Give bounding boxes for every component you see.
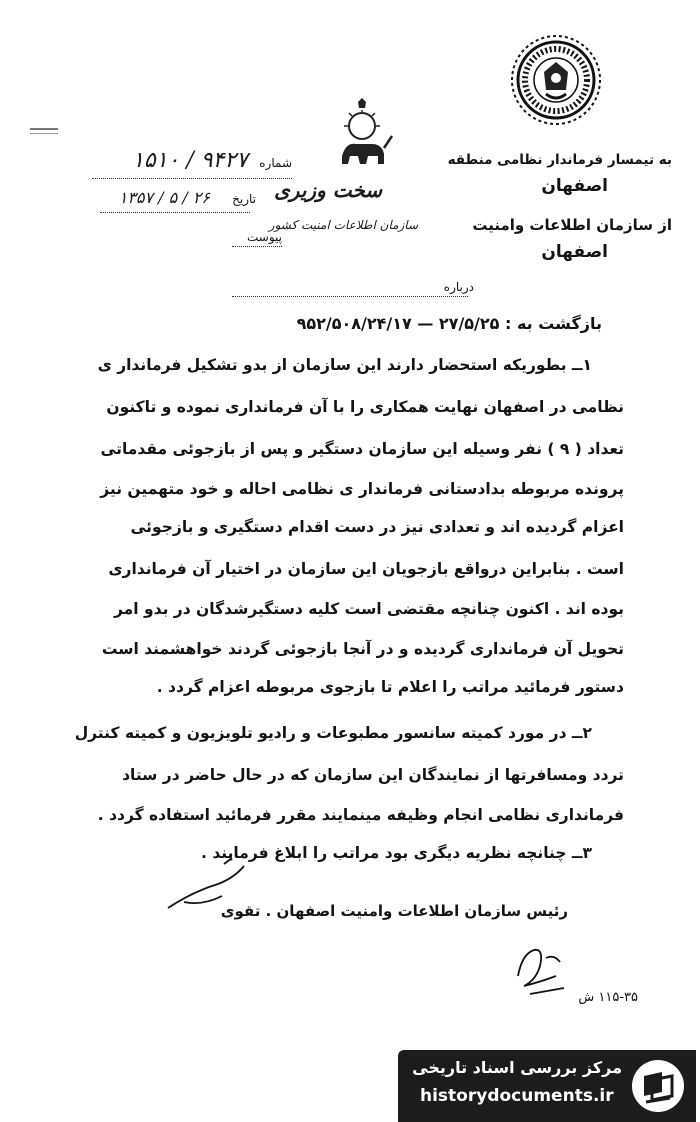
body-line: ۲ــ در مورد کمیته سانسور مطبوعات و رادیو تلویزیون و کمیته کنترل	[74, 724, 592, 742]
reference-line: بازگشت به : ۲۷/۵/۲۵ — ۹۵۲/۵۰۸/۲۴/۱۷	[296, 314, 602, 333]
number-value: ۹۴۲۷ / ۱۵۱۰	[132, 148, 248, 173]
subject-rule	[232, 296, 468, 297]
attachment-rule	[232, 246, 282, 247]
date-value: ۲۶ / ۵ / ۱۳۵۷	[118, 188, 210, 207]
stamp-unit: سازمان اطلاعات امنیت کشور	[268, 218, 418, 232]
emblem-seal-icon	[508, 32, 604, 128]
body-line: است . بنابراین درواقع بازجویان این سازمان در اختیار آن فرمانداری	[108, 560, 624, 578]
archive-url[interactable]: historydocuments.ir	[420, 1086, 614, 1106]
number-rule	[92, 178, 292, 179]
initials-signature-icon	[500, 936, 580, 1000]
body-line: تردد ومسافرتها از نمایندگان این سازمان که در حال حاضر در ستاد	[122, 766, 624, 784]
sender-city: اصفهان	[541, 242, 608, 262]
body-line: بوده اند . اکنون چنانچه مقتضی است کلیه دستگیرشدگان در بدو امر	[114, 600, 624, 618]
archive-name: مرکز بررسی اسناد تاریخی	[412, 1058, 622, 1077]
date-rule	[100, 212, 250, 213]
margin-mark	[30, 128, 58, 130]
lion-and-sun-icon	[332, 98, 394, 172]
body-line: اعزام گردیده اند و تعدادی نیز در دست اقدام دستگیری و بازجوئی	[130, 518, 624, 536]
date-label: تاریخ	[232, 192, 256, 206]
number-label: شماره	[259, 156, 292, 170]
body-line: فرمانداری نظامی انجام وظیفه مینمایند مقرر فرمائید استفاده گردد .	[97, 806, 624, 824]
classification-stamp: سخت وزیری	[274, 178, 382, 202]
body-line: ۱ــ بطوریکه استحضار دارند این سازمان از بدو تشکیل فرماندار ی	[97, 356, 592, 374]
body-line: ۳ــ چنانچه نظریه دیگری بود مراتب را ابلاغ فرمایند .	[201, 844, 592, 862]
body-line: تحویل آن فرمانداری گردیده و در آنجا بازجوئی گردند خواهشمند است	[101, 640, 624, 658]
attachment-label: پیوست	[247, 230, 282, 244]
form-code: ۱۱۵-۳۵ ش	[578, 990, 638, 1005]
recipient-line: به تیمسار فرماندار نظامی منطقه	[447, 152, 672, 168]
archive-logo-icon	[628, 1056, 688, 1116]
sender-line: از سازمان اطلاعات وامنیت	[472, 216, 672, 234]
subject-label: درباره	[443, 280, 474, 294]
body-line: نظامی در اصفهان نهایت همکاری را با آن فرمانداری نموده و تاکنون	[106, 398, 624, 416]
body-line: تعداد ( ۹ ) نفر وسیله این سازمان دستگیر و پس از بازجوئی مقدماتی	[100, 440, 624, 458]
body-line: پرونده مربوطه بدادستانی فرماندار ی نظامی احاله و خود متهمین نیز	[100, 480, 624, 498]
signatory-title: رئیس سازمان اطلاعات وامنیت اصفهان . تقوی	[220, 902, 568, 920]
signature-flourish-icon	[162, 856, 262, 916]
margin-mark	[30, 133, 58, 134]
body-line: دستور فرمائید مراتب را اعلام تا بازجوی مربوطه اعزام گردد .	[156, 678, 624, 696]
recipient-city: اصفهان	[541, 176, 608, 196]
